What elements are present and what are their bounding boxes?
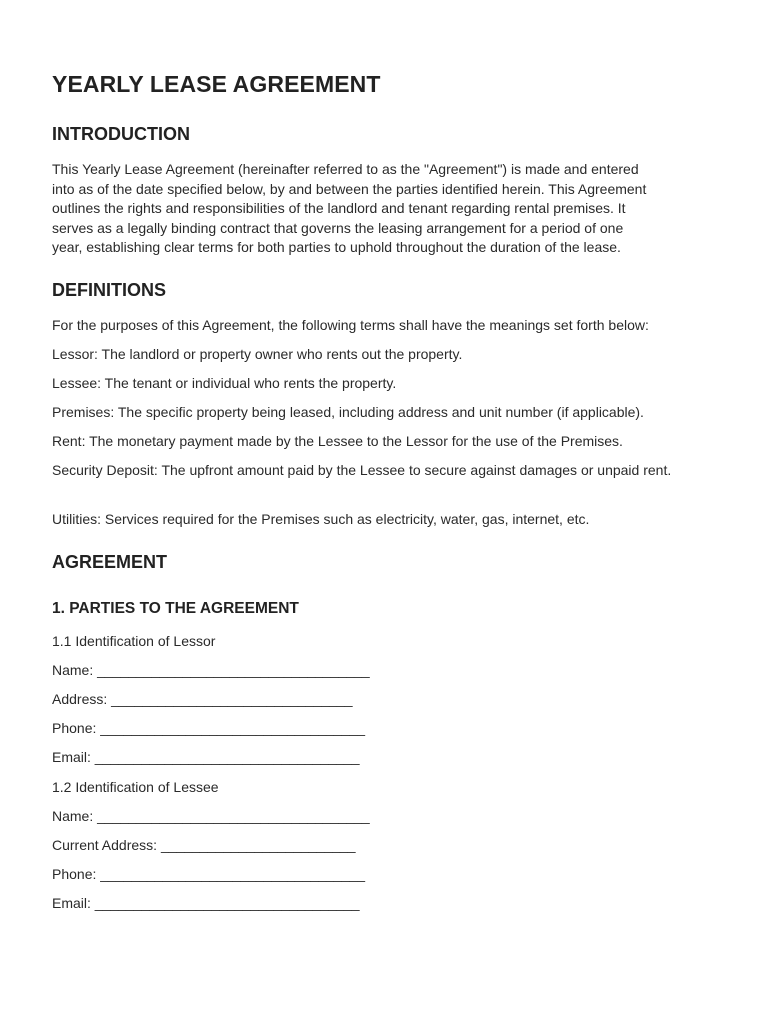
introduction-heading: INTRODUCTION (52, 124, 190, 144)
introduction-line: This Yearly Lease Agreement (hereinafter referred to as the "Agreement") is made and entered (52, 161, 639, 177)
field-label: Name: (52, 662, 98, 678)
fill-in-blank[interactable]: __________________________________ (100, 720, 365, 736)
field-label: Address: (52, 691, 112, 707)
lessee-current-address-field[interactable] (52, 836, 356, 855)
fill-in-blank[interactable]: __________________________________ (94, 895, 360, 911)
field-label: Current Address: (52, 837, 161, 853)
fill-in-blank[interactable]: ___________________________________ (97, 662, 370, 678)
parties-heading: 1. PARTIES TO THE AGREEMENT (52, 600, 299, 617)
definition-item-premises: Premises: The specific property being leased, including address and unit number (if applicable). (52, 404, 644, 420)
lessor-address-field[interactable] (52, 690, 353, 709)
introduction-line: outlines the rights and responsibilities of the landlord and tenant regarding rental premises. It (52, 200, 626, 217)
introduction-paragraph (52, 160, 646, 258)
definition-item-rent: Rent: The monetary payment made by the Lessee to the Lessor for the use of the Premises. (52, 433, 623, 449)
fill-in-blank[interactable]: _________________________ (160, 837, 356, 853)
definition-item-utilities: Utilities: Services required for the Premises such as electricity, water, gas, internet, etc. (52, 511, 590, 527)
field-label: Phone: (52, 720, 101, 736)
document-title: YEARLY LEASE AGREEMENT (52, 71, 381, 97)
lessor-phone-field[interactable] (52, 719, 365, 738)
introduction-line: year, establishing clear terms for both parties to uphold throughout the duration of the lease. (52, 239, 621, 256)
lessee-phone-field[interactable] (52, 865, 365, 884)
field-label: Email: (52, 895, 95, 911)
lessor-name-field[interactable] (52, 661, 370, 680)
definition-item-security-deposit: Security Deposit: The upfront amount paid by the Lessee to secure against damages or unpaid rent. (52, 462, 672, 478)
introduction-line: into as of the date specified below, by and between the parties identified herein. This Agreement (52, 180, 647, 197)
fill-in-blank[interactable]: ___________________________________ (97, 808, 370, 824)
lessor-subheading: 1.1 Identification of Lessor (52, 633, 216, 649)
definitions-heading: DEFINITIONS (52, 280, 167, 300)
lessee-email-field[interactable] (52, 894, 360, 913)
fill-in-blank[interactable]: __________________________________ (94, 749, 360, 765)
field-label: Email: (52, 749, 95, 765)
definition-item-lessee: Lessee: The tenant or individual who rents the property. (52, 375, 397, 391)
field-label: Name: (52, 808, 98, 824)
field-label: Phone: (52, 866, 101, 882)
lessor-email-field[interactable] (52, 748, 360, 767)
definition-item-lessor: Lessor: The landlord or property owner who rents out the property. (52, 346, 463, 362)
fill-in-blank[interactable]: __________________________________ (100, 866, 365, 882)
agreement-heading: AGREEMENT (52, 552, 168, 572)
introduction-line: serves as a legally binding contract that governs the leasing arrangement for a period of one (52, 219, 624, 236)
lessee-name-field[interactable] (52, 807, 370, 826)
definitions-intro: For the purposes of this Agreement, the following terms shall have the meanings set forth below: (52, 317, 649, 333)
lessee-subheading: 1.2 Identification of Lessee (52, 779, 219, 795)
fill-in-blank[interactable]: _______________________________ (111, 691, 353, 707)
